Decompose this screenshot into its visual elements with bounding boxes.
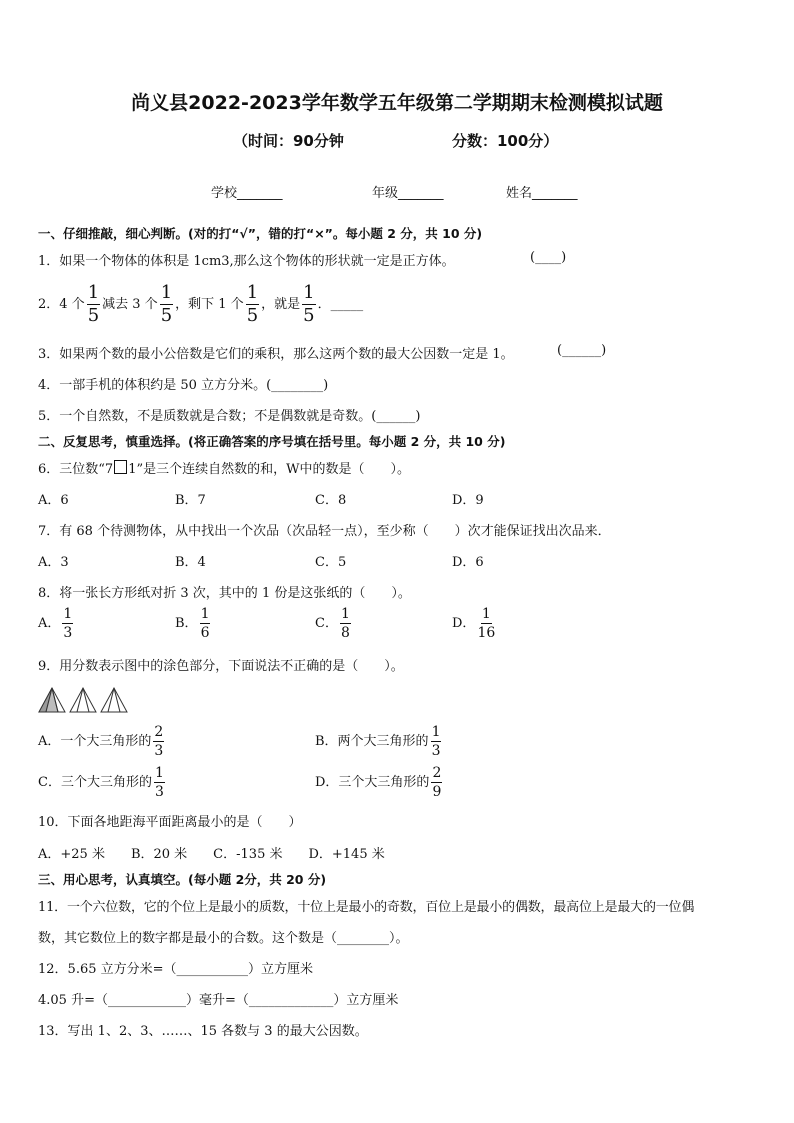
fraction — [87, 284, 100, 325]
fraction — [246, 284, 259, 325]
question-11-line-2: 数，其它数位上的数字都是最小的合数。这个数是（________）。 — [38, 931, 409, 946]
option-label: A．一个大三角形的 — [38, 734, 152, 749]
exam-score: 分数：100分） — [452, 132, 559, 150]
question-text: 1．如果一个物体的体积是 1cm3,那么这个物体的形状就一定是正方体。 — [38, 254, 455, 269]
fraction — [153, 725, 164, 758]
question-text: ，剩下 1 个 — [175, 297, 244, 312]
denominator: 5 — [303, 305, 315, 326]
triangles-figure-icon — [38, 686, 130, 714]
denominator: 9 — [432, 784, 442, 800]
page-title: 尚义县2022-2023学年数学五年级第二学期期末检测模拟试题 — [131, 92, 663, 114]
option-c: C．8 — [315, 493, 347, 508]
denominator: 3 — [154, 743, 164, 759]
numerator: 1 — [200, 606, 210, 622]
option-a: A．3 — [38, 555, 69, 570]
option-b — [175, 607, 212, 640]
numerator: 1 — [154, 765, 164, 781]
fraction — [431, 766, 442, 799]
numerator: 1 — [303, 282, 315, 303]
question-9: 9．用分数表示图中的涂色部分，下面说法不正确的是（ ）。 — [38, 659, 404, 674]
section-heading-3: 三、用心思考，认真填空。(每小题 2分，共 20 分) — [38, 872, 327, 887]
question-text: ．_____ — [317, 297, 364, 312]
option-label: C．三个大三角形的 — [38, 775, 152, 790]
numerator: 2 — [154, 724, 164, 740]
question-text: 2．4 个 — [38, 297, 85, 312]
question-text: 减去 3 个 — [102, 297, 158, 312]
option-a — [38, 725, 166, 758]
fraction — [154, 766, 165, 799]
fraction — [431, 725, 442, 758]
name-field: 姓名_______ — [506, 186, 578, 201]
question-10: 10．下面各地距海平面距离最小的是（ ） — [38, 815, 302, 830]
fraction — [477, 607, 495, 640]
option-label: C． — [315, 616, 338, 631]
big-triangle-2 — [70, 688, 96, 712]
grade-field: 年级_______ — [372, 186, 444, 201]
question-2 — [38, 284, 363, 325]
option-d — [452, 607, 497, 640]
numerator: 1 — [87, 282, 100, 303]
denominator: 5 — [160, 305, 173, 326]
denominator: 3 — [431, 743, 441, 759]
fraction — [160, 284, 173, 325]
question-10-options: A．+25 米 B．20 米 C．-135 米 D．+145 米 — [38, 847, 385, 862]
fraction — [200, 607, 211, 640]
fraction — [62, 607, 73, 640]
option-c — [315, 607, 353, 640]
denominator: 6 — [200, 625, 210, 641]
option-b — [315, 725, 443, 758]
question-5: 5．一个自然数，不是质数就是合数；不是偶数就是奇数。(______) — [38, 409, 421, 424]
question-13: 13．写出 1、2、3、……、15 各数与 3 的最大公因数。 — [38, 1024, 368, 1039]
answer-blank: (____) — [530, 250, 567, 265]
numerator: 1 — [246, 282, 259, 303]
option-d: D．9 — [452, 493, 484, 508]
big-triangle-3 — [101, 688, 127, 712]
question-12-line-2: 4.05 升=（____________）毫升=（_____________）立方厘米 — [38, 993, 399, 1008]
option-label: A． — [38, 616, 61, 631]
denominator: 16 — [477, 625, 496, 641]
question-6 — [38, 458, 410, 477]
option-c: C．5 — [315, 555, 347, 570]
denominator: 3 — [154, 784, 164, 800]
question-7: 7．有 68 个待测物体，从中找出一个次品（次品轻一点），至少称（ ）次才能保证找出次品来． — [38, 524, 611, 539]
option-a — [38, 607, 75, 640]
denominator: 5 — [246, 305, 259, 326]
option-b: B．7 — [175, 493, 206, 508]
question-4: 4．一部手机的体积约是 50 立方分米。(________) — [38, 378, 329, 393]
question-text: ，就是 — [261, 297, 301, 312]
fraction — [302, 284, 315, 325]
fraction — [340, 607, 351, 640]
question-text: 6．三位数“7 — [38, 462, 114, 477]
question-12-line-1: 12．5.65 立方分米=（___________）立方厘米 — [38, 962, 314, 977]
school-field: 学校_______ — [211, 186, 283, 201]
denominator: 8 — [340, 625, 350, 641]
numerator: 1 — [481, 606, 491, 622]
question-8: 8．将一张长方形纸对折 3 次，其中的 1 份是这张纸的（ ）。 — [38, 586, 411, 601]
empty-box-icon — [114, 460, 127, 474]
option-d: D．6 — [452, 555, 484, 570]
option-c — [38, 766, 167, 799]
option-d — [315, 766, 444, 799]
answer-blank: (______) — [557, 343, 607, 358]
numerator: 1 — [431, 724, 441, 740]
option-b: B．4 — [175, 555, 206, 570]
option-label: D． — [452, 616, 476, 631]
section-heading-2: 二、反复思考，慎重选择。(将正确答案的序号填在括号里。每小题 2 分，共 10 分) — [38, 434, 506, 449]
question-11-line-1: 11．一个六位数，它的个位上是最小的质数，十位上是最小的奇数，百位上是最小的偶数，最高位上是最大的一位偶 — [38, 900, 695, 915]
option-a: A．6 — [38, 493, 69, 508]
numerator: 1 — [63, 606, 73, 622]
option-label: D．三个大三角形的 — [315, 775, 430, 790]
denominator: 5 — [87, 305, 100, 326]
numerator: 1 — [160, 282, 173, 303]
exam-time: （时间：90分钟 — [233, 132, 344, 150]
option-label: B． — [175, 616, 198, 631]
option-label: B．两个大三角形的 — [315, 734, 429, 749]
numerator: 2 — [432, 765, 442, 781]
numerator: 1 — [340, 606, 350, 622]
question-3: 3．如果两个数的最小公倍数是它们的乘积，那么这两个数的最大公因数一定是 1。 — [38, 347, 514, 362]
denominator: 3 — [63, 625, 73, 641]
question-text: 1”是三个连续自然数的和，W中的数是（ ）。 — [128, 462, 410, 477]
question-1 — [38, 250, 455, 269]
section-heading-1: 一、仔细推敲，细心判断。(对的打“√”，错的打“×”。每小题 2 分，共 10 分) — [38, 226, 483, 241]
